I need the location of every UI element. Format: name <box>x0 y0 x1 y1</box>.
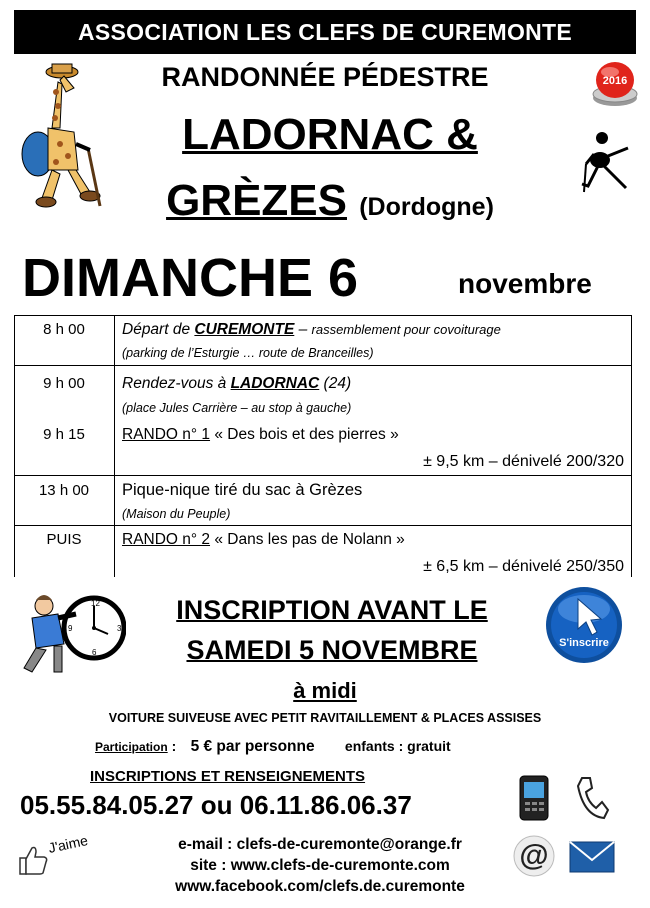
facebook-link[interactable]: www.facebook.com/clefs.de.curemonte <box>175 878 465 895</box>
inscription-deadline: INSCRIPTION AVANT LE SAMEDI 5 NOVEMBRE <box>176 595 488 665</box>
schedule-time: 8 h 00 <box>43 321 85 338</box>
svg-text:12: 12 <box>91 599 100 608</box>
schedule-desc: Pique-nique tiré du sac à Grèzes <box>122 481 363 499</box>
svg-text:6: 6 <box>92 648 97 657</box>
schedule-desc: RANDO n° 2 « Dans les pas de Nolann » <box>122 531 405 548</box>
schedule-details: ± 6,5 km – dénivelé 250/350 <box>423 558 624 575</box>
schedule-sub: (Maison du Peuple) <box>122 507 231 521</box>
badge-year: 2016 <box>602 75 628 87</box>
schedule-sub: (place Jules Carrière – au stop à gauche) <box>122 401 352 415</box>
phone-numbers: 05.55.84.05.27 ou 06.11.86.06.37 <box>20 790 412 820</box>
envelope-icon <box>568 840 616 874</box>
region-label: (Dordogne) <box>359 193 494 221</box>
stick-hiker-icon <box>578 128 640 198</box>
place-grezes: GRÈZES (Dordogne) <box>166 176 494 225</box>
schedule-desc: Rendez-vous à LADORNAC (24) <box>122 375 352 392</box>
mobile-phone-icon <box>516 774 552 822</box>
clock-illustration-icon <box>14 584 126 676</box>
schedule-table <box>14 315 632 577</box>
register-button-graphic <box>544 585 624 665</box>
website-link[interactable]: site : www.clefs-de-curemonte.com <box>190 857 450 874</box>
contact-details <box>100 834 540 897</box>
phone-1[interactable]: 05.55.84.05.27 <box>20 790 194 820</box>
like-label: J'aime <box>46 832 90 856</box>
schedule-time: 13 h 00 <box>38 482 90 499</box>
deadline-time: à midi <box>293 678 357 703</box>
register-button-label: S'inscrire <box>559 637 609 649</box>
event-day: DIMANCHE 6 <box>22 248 359 308</box>
association-banner: ASSOCIATION LES CLEFS DE CUREMONTE <box>14 10 636 54</box>
schedule-time: 9 h 00 <box>43 375 85 392</box>
svg-text:9: 9 <box>68 624 73 633</box>
place-ladornac: LADORNAC & <box>182 110 478 159</box>
schedule-time: PUIS <box>46 531 82 548</box>
schedule-time: 9 h 15 <box>43 426 85 443</box>
telephone-icon <box>574 774 610 822</box>
schedule-desc: RANDO n° 1 « Des bois et des pierres » <box>122 426 399 443</box>
year-badge-icon <box>590 58 640 120</box>
thumbs-up-icon <box>16 842 50 876</box>
svg-text:@: @ <box>519 839 549 872</box>
svg-text:3: 3 <box>117 624 122 633</box>
schedule-desc: Départ de CUREMONTE – rassemblement pour covoiturage <box>122 321 501 338</box>
schedule-details: ± 9,5 km – dénivelé 200/320 <box>423 453 624 470</box>
phone-2[interactable]: 06.11.86.06.37 <box>239 790 412 820</box>
email-link[interactable]: e-mail : clefs-de-curemonte@orange.fr <box>178 836 462 853</box>
like-button[interactable] <box>16 834 96 878</box>
giraffe-hiker-icon <box>12 58 110 210</box>
register-button[interactable] <box>544 585 624 665</box>
event-subtitle: RANDONNÉE PÉDESTRE <box>161 62 489 92</box>
participation-line: Participation : 5 € par personne enfants : gratuit <box>95 738 451 755</box>
contacts-title: INSCRIPTIONS ET RENSEIGNEMENTS <box>90 768 366 785</box>
schedule-sub: (parking de l’Esturgie … route de Branceilles) <box>122 346 374 360</box>
event-month: novembre <box>458 268 592 299</box>
vehicle-info: VOITURE SUIVEUSE AVEC PETIT RAVITAILLEMENT & PLACES ASSISES <box>108 711 542 725</box>
